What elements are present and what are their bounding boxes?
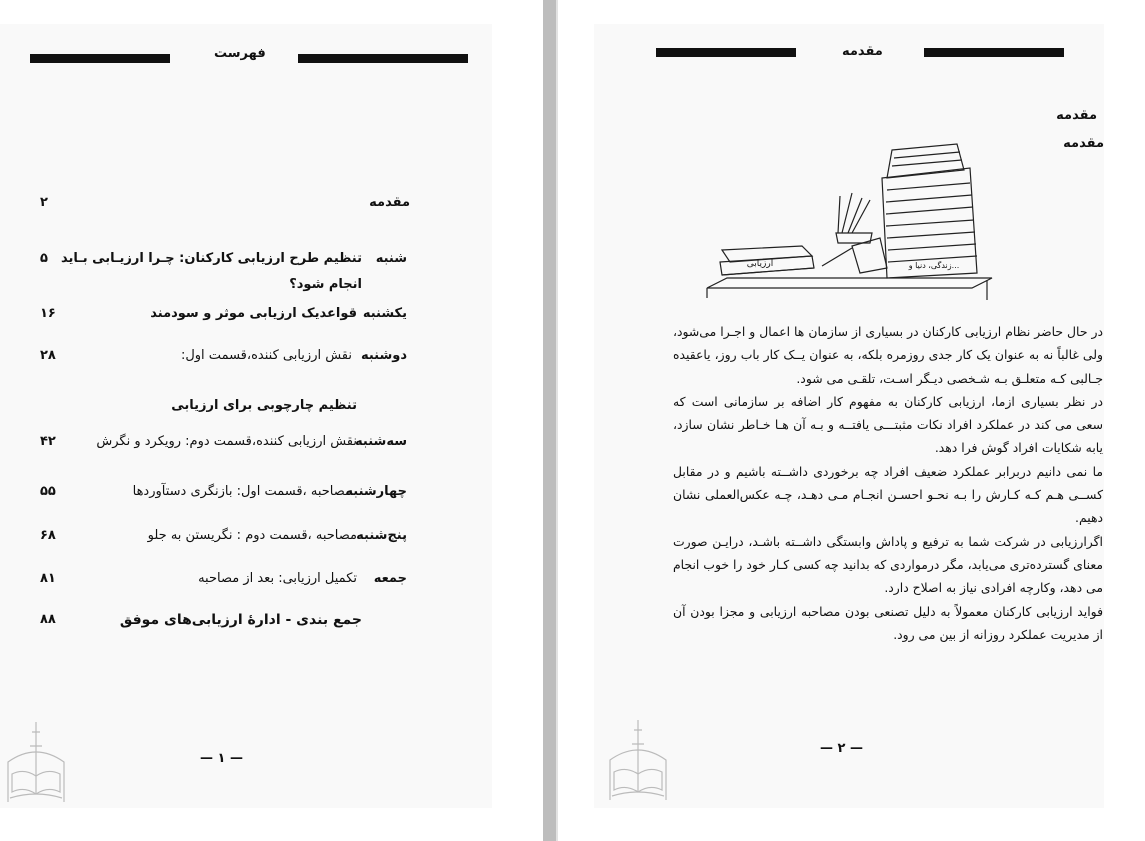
- toc-title-continuation: تنظیم چارچوبی برای ارزیابی: [171, 398, 357, 413]
- toc-day: پنج‌شنبه: [356, 528, 407, 543]
- header-title: فهرست: [214, 46, 266, 61]
- paragraph: در حال حاضر نظام ارزیابی کارکنان در بسیاری از سازمان ها اعمال و اجـرا می‌شود، ولی غالباً نه به عنوان یک کار جدی روزمره بلکه، به عنوان یــک کار باب روز، یاعقیده جـالبی کـه متعلـق بـه شـخصی دیـگر اسـت، تلقـی می شود.: [673, 324, 1103, 386]
- toc-page-number: ۵: [40, 251, 48, 266]
- toc-title: نقش ارزیابی کننده،قسمت اول:: [180, 348, 352, 363]
- toc-row[interactable]: [0, 571, 492, 595]
- header-title: مقدمه: [842, 44, 883, 59]
- header-bar-right: [298, 54, 468, 63]
- toc-page-number: ۶۸: [40, 528, 56, 543]
- toc-title: نقش ارزیابی کننده،قسمت دوم: رویکرد و نگرش: [96, 434, 357, 449]
- toc-day: سه‌شنبه: [355, 434, 407, 449]
- library-seal-icon: [604, 700, 672, 804]
- section-heading: مقدمه: [1063, 136, 1104, 151]
- toc-page-number: ۴۲: [40, 434, 56, 449]
- intro-heading: مقدمه: [1056, 108, 1097, 123]
- page-gutter: [543, 0, 556, 841]
- toc-title: جمع بندی - ادارهٔ ارزیابی‌های موفق: [119, 612, 362, 628]
- toc-page-number: ۲۸: [40, 348, 56, 363]
- toc-page-number: ۱۶: [40, 306, 56, 321]
- toc-page-number: ۲: [40, 195, 48, 210]
- toc-title: مصاحبه ،قسمت دوم : نگریستن به جلو: [147, 528, 357, 543]
- toc-title: قواعدیک ارزیابی موثر و سودمند: [150, 306, 357, 321]
- toc-title: مصاحبه ،قسمت اول: بازنگری دستآوردها: [132, 484, 352, 499]
- toc-row[interactable]: [0, 434, 492, 458]
- toc-day: شنبه: [375, 251, 407, 266]
- intro-paragraphs: [673, 320, 1103, 646]
- toc-title: تنظیم طرح ارزیابی کارکنان: چـرا ارزیـابی بـاید: [60, 251, 362, 266]
- toc-row[interactable]: [0, 484, 492, 508]
- toc-row[interactable]: [0, 306, 492, 330]
- page-number: — ۱ —: [200, 751, 243, 766]
- toc-title: تکمیل ارزیابی: بعد از مصاحبه: [198, 571, 357, 586]
- toc-row[interactable]: [0, 195, 492, 219]
- page-number: — ۲ —: [820, 741, 863, 756]
- illustration-label-right: زندگی، دنیا و...: [908, 261, 960, 270]
- header-bar-right: [924, 48, 1064, 57]
- toc-day: دوشنبه: [360, 348, 407, 363]
- toc-day: چهارشنبه: [345, 484, 407, 499]
- illustration-label-left: ارزیابی: [746, 259, 774, 269]
- paragraph: در نظر بسیاری ازما، ارزیابی کارکنان به مفهوم کار اضافه بر سازمانی است که سعی می کند در عملکرد افراد نکات مثبتـــی یافتــه و بـه آن هـا خـاطر نشان سازد، یابه شکایات افراد گوش فرا دهد.: [673, 393, 1103, 456]
- toc-page-number: ۸۱: [40, 571, 56, 586]
- toc-row[interactable]: [0, 348, 492, 372]
- paragraph: فواید ارزیابی کارکنان معمولاً به دلیل تصنعی بودن مصاحبه ارزیابی و مجزا بودن آن از مدیریت عملکرد روزانه از بین می رود.: [673, 603, 1103, 642]
- toc-row[interactable]: [0, 251, 492, 275]
- library-seal-icon: [2, 702, 70, 806]
- toc-page-number: ۸۸: [40, 612, 56, 627]
- gutter-divider: [556, 0, 558, 841]
- toc-page-number: ۵۵: [40, 484, 56, 499]
- toc-title-continuation: انجام شود؟: [289, 277, 362, 292]
- header-bar-left: [30, 54, 170, 63]
- toc-row[interactable]: [0, 528, 492, 552]
- toc-day: یکشنبه: [362, 306, 407, 321]
- paragraph: اگرارزیابی در شرکت شما به ترفیع و پاداش وابستگی داشــته باشـد، درایـن صورت معنای گسترده‌تری می‌یابد، مگر درمواردی که بدانید چه کسی کـار خود را خوب انجام می دهد، وکارچه افرادی نیاز به اصلاح دارد.: [673, 533, 1103, 596]
- header-bar-left: [656, 48, 796, 57]
- toc-day: جمعه: [373, 571, 407, 586]
- page-left: [0, 24, 492, 808]
- toc-day: مقدمه: [369, 195, 410, 210]
- paragraph: ما نمی دانیم دربرابر عملکرد ضعیف افراد چه برخوردی داشــته باشیم و در مقابل کســی هـم کـه کـارش را بـه نحـو احسـن انجـام مـی دهـد، چـه عکس‌العملی نشان دهیم.: [673, 463, 1103, 526]
- toc-row[interactable]: [0, 612, 492, 636]
- paper-stack-illustration: [702, 138, 1002, 308]
